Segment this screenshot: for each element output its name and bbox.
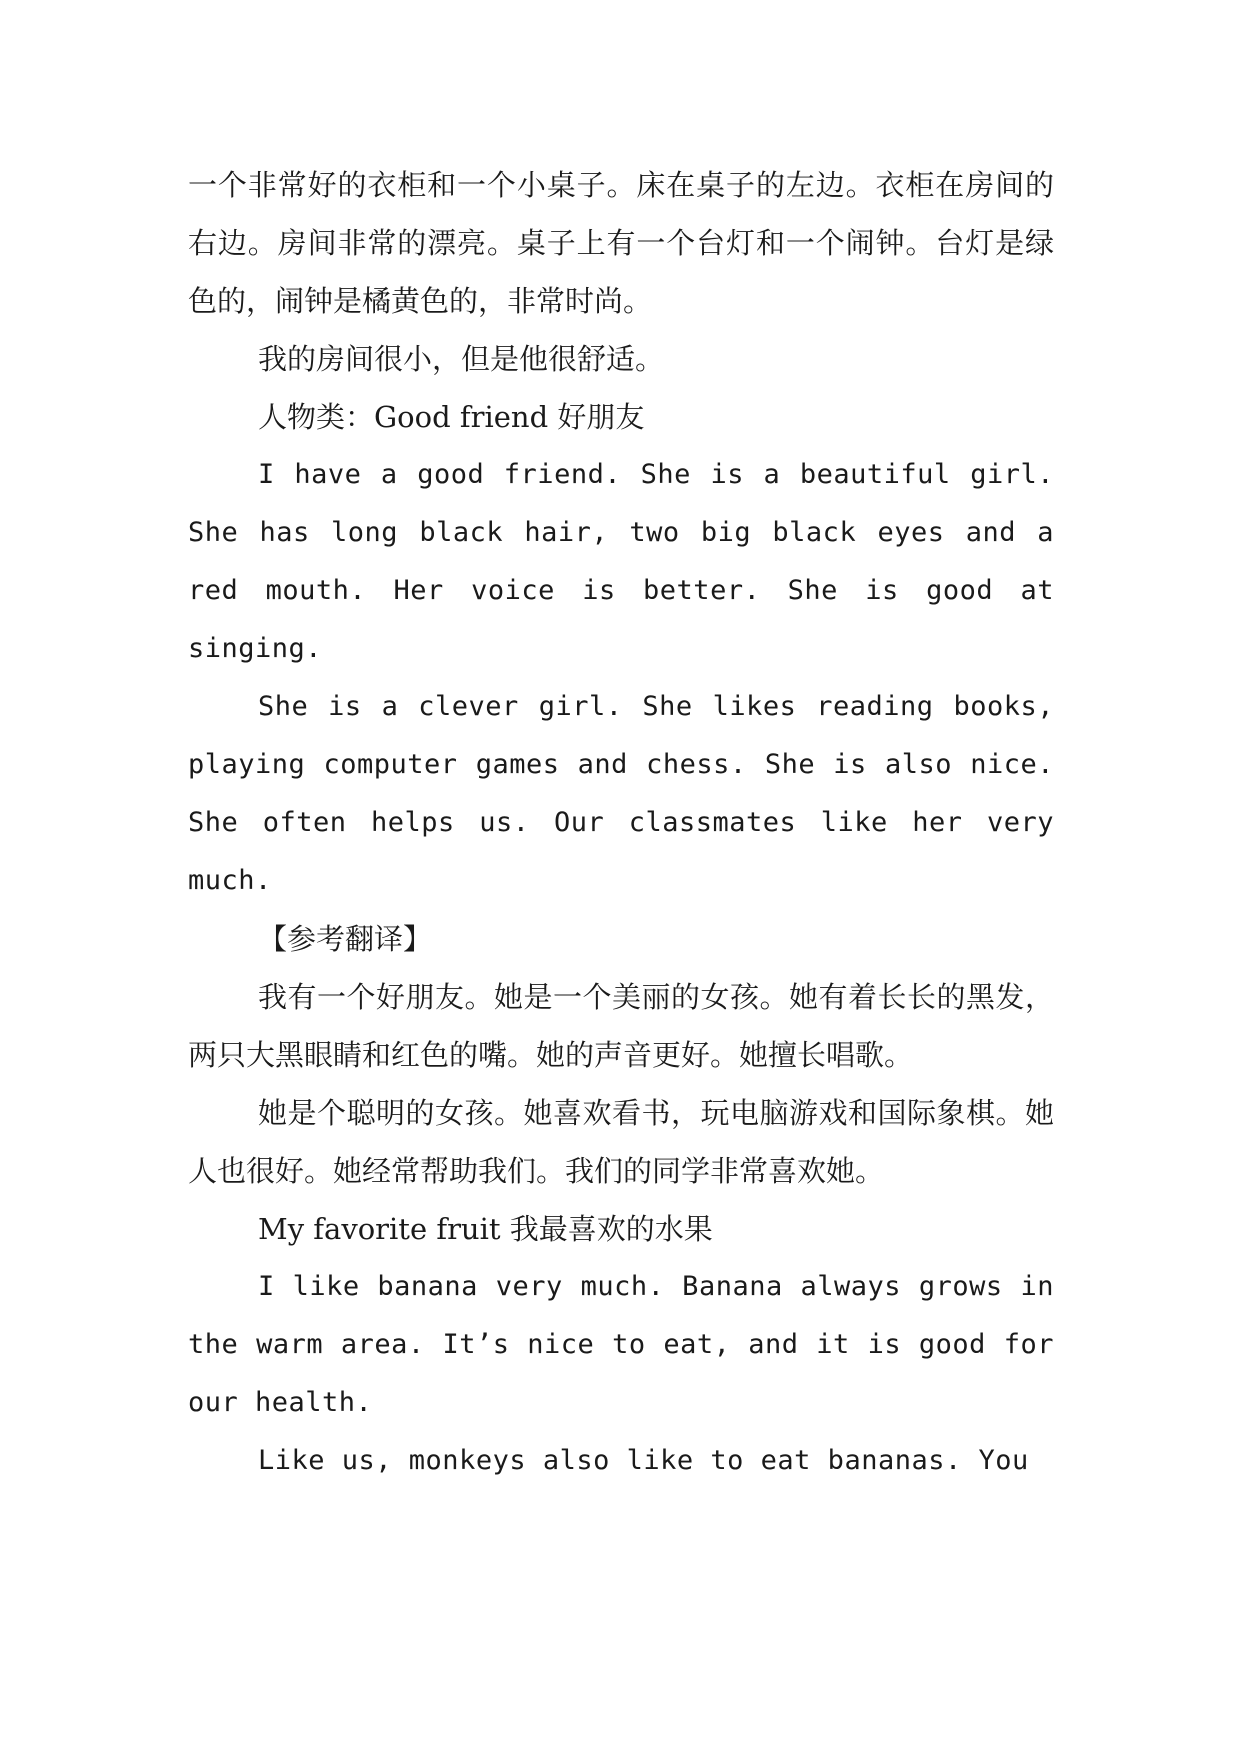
- paragraph-friend-chinese-2: 她是个聪明的女孩。她喜欢看书，玩电脑游戏和国际象棋。她人也很好。她经常帮助我们。我们的同学非常喜欢她。: [188, 1096, 1054, 1188]
- paragraph-friend-chinese-1: 我有一个好朋友。她是一个美丽的女孩。她有着长长的黑发，两只大黑眼睛和红色的嘴。她的声音更好。她擅长唱歌。: [188, 980, 1054, 1072]
- document-body: [188, 156, 1054, 1490]
- section-heading-favorite-fruit: My favorite fruit 我最喜欢的水果: [258, 1212, 713, 1246]
- paragraph-fruit-english-1: I like banana very much. Banana always grows in the warm area. It’s nice to eat, and it is good for our health.: [188, 1271, 1054, 1418]
- paragraph-room-summary: 我的房间很小，但是他很舒适。: [258, 342, 665, 376]
- paragraph-fruit-english-2: Like us, monkeys also like to eat bananas. You: [258, 1445, 1029, 1476]
- paragraph-room-description: 一个非常好的衣柜和一个小桌子。床在桌子的左边。衣柜在房间的右边。房间非常的漂亮。桌子上有一个台灯和一个闹钟。台灯是绿色的，闹钟是橘黄色的，非常时尚。: [188, 168, 1054, 318]
- paragraph-friend-english-1: I have a good friend. She is a beautiful girl. She has long black hair, two big black eyes and a red mouth. Her voice is better. She is good at singing.: [188, 459, 1054, 664]
- paragraph-friend-english-2: She is a clever girl. She likes reading books, playing computer games and chess. She is also nice. She often helps us. Our classmates like her very much.: [188, 691, 1054, 896]
- translation-heading: 【参考翻译】: [258, 922, 433, 956]
- section-heading-good-friend: 人物类：Good friend 好朋友: [258, 400, 645, 434]
